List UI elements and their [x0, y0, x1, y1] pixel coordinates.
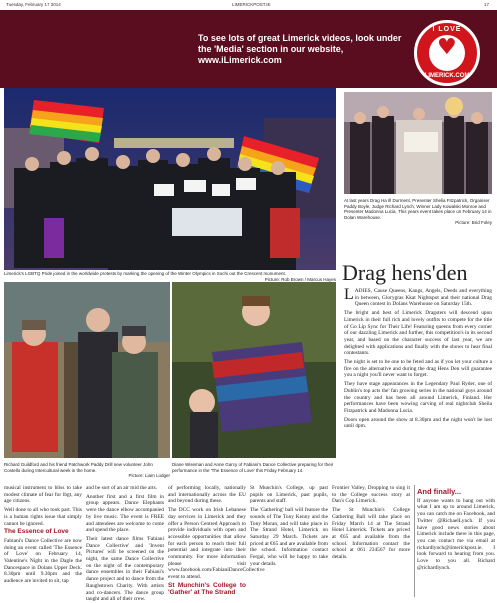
drag-photo-caption: At last years Drag Ha Ill Dorment, Presenter Shelia Fitzpatrick, Organiser Paddy Boyle, Judge Richard Lynch, Winner Lady Kowalski Monroe and Presenter Madonna Lucia. This years event takes place on February 14 in Dolan Warehouse. Picture: Brid Foley: [344, 198, 492, 225]
protest-photo: [4, 88, 336, 270]
volunteers-photo-credit: Picture: Liam Lodger: [128, 473, 170, 478]
ilimerick-logo[interactable]: [414, 20, 480, 86]
dancers-photo: [172, 282, 336, 458]
dancers-photo-caption: Diane Wiseman and Anne Garcy of Fabiani's Dance Collective preparing for their performance in the 'The Essence of Love' this Friday February 14.: [172, 462, 334, 473]
article-paragraph: The night is set to be one to be feted and as if you let your culture a fire on the alternative and during the drag Hens Den will guarantee you a night you'll never want to forget.: [344, 359, 492, 379]
main-photo-credit: Picture: Rob Brown / Marcus Hayes: [264, 277, 336, 282]
article-headline: Drag hens'den: [342, 260, 468, 285]
drag-photo-credit: Picture: Brid Foley: [455, 220, 492, 225]
column-5: [332, 485, 410, 597]
page-number: 17: [484, 2, 490, 7]
column-4: [250, 485, 328, 597]
article-paragraph: They have stage appearances in the Legendary Paul Ryder, one of Dublin's top acts the' fan growing series in the national guys around the country and has been all around Limerick, Finland. Her performances have been wowing carving of real nightclub Sheila Fitzpatrick and Madonna Lucia.: [344, 381, 492, 414]
column-paragraph: Their latest dance films 'Fabiani Dance Collective' and 'Invent Pictures' will be screened on the night, the same Dance Collective on the night of the contemporary dance ensembles in their Fabiani's dance project and to dance from the Raughstown Charity. With artists and co-dancers. The dance group taught and all of their crew.: [86, 535, 164, 603]
column-paragraph: The DCC work on Irish Lebanese day services in Limerick and they offer a Person Centred Approach to provide individuals with open and accessible opportunities that allow for each person to reach their full potential and integrate into their community. For more information please visit www.facebook.com/FabianiDanceCollective event to attend.: [168, 507, 265, 581]
column-lead: Frontier Valley, Dropping to sing it to the College success story at Dan's Cop Limerick.: [332, 485, 410, 505]
and-finally-box: [417, 487, 495, 597]
column-paragraph: The St Munchin's College Gathering Ball will take place on Friday March 14 at The Strand Hotel Limerick. Tickets are priced at €65 and available from the school. Information contact the school at 061 234567 for more details.: [332, 507, 410, 561]
banner-text[interactable]: To see lots of great Limerick videos, look under the 'Media' section in our website, www.iLimerick.com: [198, 33, 402, 65]
column-paragraph: Well done to all who took part. This is a human rights issue that simply cannot be ignored.: [4, 507, 82, 527]
page-header: [0, 0, 497, 10]
volunteers-photo: [4, 282, 170, 458]
article-paragraph: The bright and best of Limerick Dragsters will descend upon Limerick in their full rich and lovely outfits to compete for the title of Go Lip Sync for Their Life! Featuring queens from every corner of our dazzling Limerick and further, this competition's in its second year, and based on the character success of last year, we are delighted with applications and finally with the shows to hear final contestants.: [344, 310, 492, 357]
and-finally-title: And finally...: [417, 487, 462, 496]
article-paragraph: ADIES, Cause Queens, Kangs, Angels, Deeds and everything in between, Glorygras Kkat Nightspot and their national Drag Queen contest in Dolans Warehouse on Saturday 15th.: [354, 288, 492, 308]
and-finally-text: If anyone wants to hang out with what I am up to around Limerick, you can catch me on Facebook, and Twitter @RichaelLynch. If you have good news stories about Limerick include there in this page, you can contact me via email at richardlynch@limerickpost.ie. I look forward to hearing from you. Love to you all. Richard @richardlynch.: [417, 497, 495, 571]
column-2: [86, 485, 164, 603]
article-body: [344, 288, 492, 478]
volunteers-photo-caption: Richard Guildford and his friend Patchwork Paddy Drill new volunteer John Costello during Intercultural week in the home. Picture: Liam Lodger: [4, 462, 170, 478]
article-dropcap: L: [344, 286, 354, 303]
column-lead: and be sort of an air mid the arts.: [86, 485, 158, 491]
column-subhead: St Munchin's College to 'Gather' at The Strand: [168, 581, 246, 596]
column-paragraph: Another first and a first film in group appears. Dance Elephants were the dance elbow accompanied by live music. The event is FREE and attendees are welcome to come and spend the place.: [86, 493, 164, 534]
column-paragraph: Fabiani's Dance Collective are now doing an event called 'The Essence of Love' on February 14, Valentine's Night in the Dagle the Dancespace in Dolans Upper Deck. 8.30pm until 9.30pm and the audience are invited to sit, tap: [4, 537, 82, 585]
heart-icon: ♥: [437, 35, 457, 60]
column-lead: musical instrument to bliss to take modest climate of fear for lbgt, any age citizens.: [4, 485, 82, 505]
site-name: LIMERICKPOST.IE: [232, 2, 271, 7]
drag-winners-photo: [344, 92, 492, 194]
column-3: [168, 485, 265, 597]
sidebar-divider: [414, 485, 415, 597]
column-subhead: The Essence of Love: [4, 528, 69, 536]
main-photo-caption: Limerick's LGBTQ Pride joined in the worldwide protests by marking the opening of the Winter Olympics in Sochi out the Crescent monument.: [4, 271, 286, 276]
column-lead: of performing locally, nationally and internationally across the EU and beyond during these.: [168, 485, 246, 505]
logo-top-text: I LOVE: [432, 26, 462, 33]
logo-bottom-text: LIMERICK.COM: [424, 73, 470, 79]
page-date: Tuesday, February 17 2014: [6, 2, 61, 7]
column-lead: St Munchin's College, up past pupils on Limerick, past pupils, parents and staff.: [250, 485, 328, 505]
column-paragraph: The 'Gathering' ball will feature the sounds of The Tony Kenny and the Tony Moran, and will take place in The Strand Hotel, Limerick on Saturday 29 March. Tickets are priced at €65 and are available from the school. Information contact Fergal, who will be happy to take your details.: [250, 507, 328, 567]
column-1: [4, 485, 82, 597]
article-paragraph: Doors open around the show at 8.30pm and the night won't be lost until 4pm.: [344, 416, 492, 430]
